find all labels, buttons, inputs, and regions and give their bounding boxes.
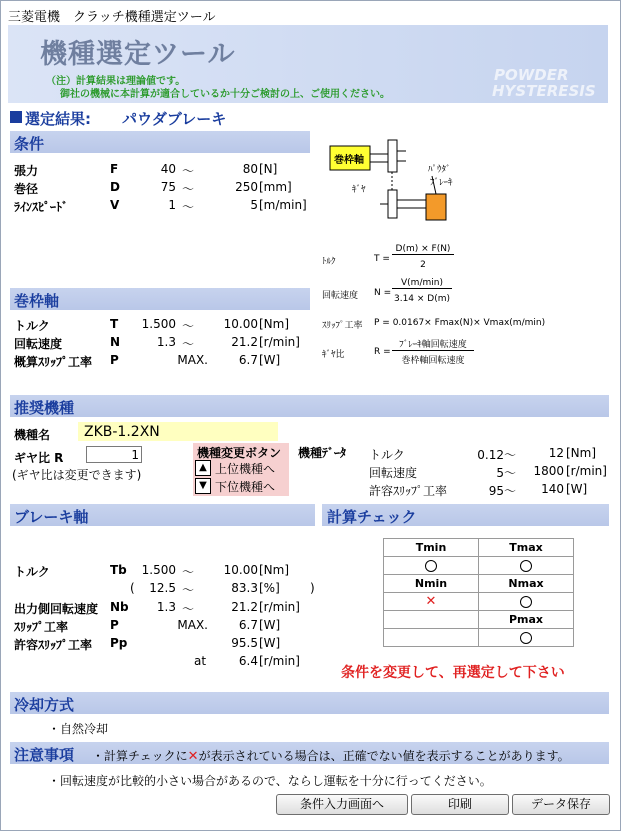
bs-torque-label: トルク — [14, 565, 50, 579]
cond-diameter-label: 巻径 — [14, 182, 39, 196]
recommended-bar — [10, 395, 609, 417]
md-speed-max: 1800 — [533, 464, 564, 478]
formula-speed-den: 3.14 × D(m) — [393, 294, 451, 304]
ws-speed-tilde: 〜 — [182, 337, 195, 351]
formula-slip-expr: P = 0.0167× Fmax(N)× Vmax(m/min) — [374, 318, 546, 328]
md-speed-min: 5〜 — [496, 466, 516, 480]
cooling-value: ・自然冷却 — [48, 722, 109, 736]
md-torque-min: 0.12〜 — [477, 448, 516, 462]
md-slip-max: 140 — [541, 482, 564, 496]
print-button[interactable]: 印刷 — [411, 794, 509, 815]
circle-ok-icon — [520, 560, 532, 572]
formula-torque-label: ﾄﾙｸ — [322, 257, 336, 267]
bs-slip-min: MAX. — [177, 618, 208, 632]
formula-ratio-label: ｷﾞﾔ比 — [322, 350, 345, 360]
check-tmax-result — [479, 557, 574, 575]
conditions-bar — [10, 131, 310, 153]
watermark-powder: POWDER — [494, 66, 569, 84]
cond-diameter-unit: [mm] — [259, 180, 292, 194]
ws-torque-label: トルク — [14, 319, 50, 333]
cross-ng-icon: ✕ — [425, 594, 437, 609]
bs-allow-max: 95.5 — [231, 636, 258, 650]
bs-torque-min: 1.500 — [141, 563, 176, 577]
diagram-shaft-label: 巻枠軸 — [334, 155, 364, 166]
model-name-value: ZKB-1.2XN — [84, 424, 160, 440]
ws-slip-sym: P — [110, 353, 119, 367]
circle-ok-icon — [520, 632, 532, 644]
ws-torque-min: 1.500 — [141, 317, 176, 331]
circle-ok-icon — [520, 596, 532, 608]
up-model-label: 上位機種へ — [215, 462, 276, 476]
ws-slip-label: 概算ｽﾘｯﾌﾟ工率 — [14, 355, 93, 369]
cond-tension-sym: F — [110, 162, 119, 176]
bs-pct-close: ) — [310, 581, 315, 595]
check-nmin-header: Nmin — [384, 575, 479, 593]
check-tmin-header: Tmin — [384, 539, 479, 557]
notes-line1-pre: ・計算チェックに — [92, 749, 188, 763]
diagram-brake-label-1: ﾊﾟｳﾀﾞ — [428, 165, 451, 175]
cond-linespeed-tilde: 〜 — [182, 200, 195, 214]
ws-slip-unit: [W] — [259, 353, 281, 367]
bs-torque-tilde: 〜 — [182, 565, 195, 579]
bs-at-label: at — [194, 654, 207, 668]
ws-torque-sym: T — [110, 317, 119, 331]
bs-at-max: 6.4 — [238, 654, 258, 668]
md-slip-unit: [W] — [566, 482, 588, 496]
gear-ratio-input[interactable] — [86, 446, 142, 463]
ws-torque-tilde: 〜 — [182, 319, 195, 333]
md-torque-max: 12 — [548, 446, 564, 460]
check-pmax-result — [479, 629, 574, 647]
up-model-button[interactable] — [195, 460, 287, 476]
cond-tension-tilde: 〜 — [182, 164, 195, 178]
ws-speed-label: 回転速度 — [14, 337, 63, 351]
diagram-gear-label: ｷﾞﾔ — [352, 185, 366, 195]
check-pmax-header: Pmax — [479, 611, 574, 629]
cond-tension-min: 40 — [160, 162, 176, 176]
bs-pct-min: 12.5 — [149, 581, 176, 595]
gear-ratio-label: ギヤ比 R — [14, 451, 64, 465]
cond-diameter-max: 250 — [235, 180, 258, 194]
formula-ratio-lhs: R = — [374, 347, 391, 357]
bs-pct-unit: [%] — [259, 581, 280, 595]
md-slip-label: 許容ｽﾘｯﾌﾟ工率 — [369, 484, 448, 498]
gear-ratio-note: (ギヤ比は変更できます) — [12, 468, 142, 482]
formula-speed-lhs: N = — [374, 288, 392, 298]
ws-torque-max: 10.00 — [223, 317, 258, 331]
bs-pct-tilde: 〜 — [182, 583, 195, 597]
cond-linespeed-max: 5 — [250, 198, 258, 212]
bs-speed-unit: [r/min] — [259, 600, 300, 614]
notes-line1 — [92, 747, 570, 764]
bs-torque-max: 10.00 — [223, 563, 258, 577]
model-name-label: 機種名 — [14, 428, 51, 442]
winding-shaft-title: 巻枠軸 — [14, 292, 60, 310]
check-nmax-result — [479, 593, 574, 611]
to-input-button[interactable]: 条件入力画面へ — [276, 794, 408, 815]
cond-diameter-tilde: 〜 — [182, 182, 195, 196]
save-data-button[interactable]: データ保存 — [512, 794, 610, 815]
formula-torque-lhs: T = — [374, 254, 390, 264]
result-label: 選定結果: — [25, 110, 91, 128]
result-value: パウダブレーキ — [122, 110, 227, 128]
circle-ok-icon — [425, 560, 437, 572]
bs-speed-max: 21.2 — [231, 600, 258, 614]
bs-allow-unit: [W] — [259, 636, 281, 650]
cond-tension-max: 80 — [242, 162, 258, 176]
result-square-icon — [10, 111, 22, 123]
ws-slip-max: 6.7 — [238, 353, 258, 367]
md-torque-unit: [Nm] — [566, 446, 597, 460]
formula-slip-label: ｽﾘｯﾌﾟ工率 — [322, 321, 363, 331]
cross-ng-icon: ✕ — [187, 749, 199, 764]
cond-tension-label: 張力 — [14, 164, 39, 178]
notes-line2: ・回転速度が比較的小さい場合があるので、ならし運転を十分に行ってください。 — [48, 774, 492, 788]
window-title: 三菱電機 クラッチ機種選定ツール — [8, 10, 216, 25]
notes-line1-post: が表示されている場合は、正確でない値を表示することがあります。 — [198, 749, 570, 763]
model-data-label: 機種ﾃﾞｰﾀ — [298, 446, 347, 460]
md-torque-label: トルク — [369, 448, 405, 462]
model-change-title: 機種変更ボタン — [197, 446, 282, 460]
check-error-message: 条件を変更して、再選定して下さい — [341, 665, 565, 681]
bs-torque-unit: [Nm] — [259, 563, 290, 577]
bs-at-unit: [r/min] — [259, 654, 300, 668]
formula-ratio-den: 巻枠軸回転速度 — [401, 356, 465, 366]
conditions-title: 条件 — [14, 135, 45, 153]
ws-speed-max: 21.2 — [231, 335, 258, 349]
triangle-down-icon: ▼ — [195, 478, 211, 494]
bs-slip-label: ｽﾘｯﾌﾟ工率 — [14, 620, 69, 634]
bs-slip-max: 6.7 — [238, 618, 258, 632]
bs-allow-sym: Pp — [110, 636, 128, 650]
note-line-2: 御社の機械に本計算が適合しているか十分ご検討の上、ご使用ください。 — [60, 89, 390, 100]
check-table — [383, 538, 574, 647]
cooling-bar — [10, 692, 609, 714]
diagram-brake-label-2: ﾌﾞﾚｰｷ — [430, 178, 453, 188]
ws-speed-min: 1.3 — [156, 335, 176, 349]
app-title: 機種選定ツール — [40, 39, 236, 70]
bs-speed-label: 出力側回転速度 — [14, 602, 99, 616]
bs-torque-sym: Tb — [110, 563, 127, 577]
cond-linespeed-sym: V — [110, 198, 120, 212]
md-slip-min: 95〜 — [488, 484, 516, 498]
bs-pct-max: 83.3 — [231, 581, 258, 595]
cond-linespeed-unit: [m/min] — [259, 198, 307, 212]
brake-shaft-title: ブレーキ軸 — [14, 508, 89, 526]
bs-slip-unit: [W] — [259, 618, 281, 632]
md-speed-label: 回転速度 — [369, 466, 418, 480]
down-model-label: 下位機種へ — [215, 480, 276, 494]
bs-speed-sym: Nb — [110, 600, 129, 614]
ws-speed-sym: N — [110, 335, 121, 349]
ws-speed-unit: [r/min] — [259, 335, 300, 349]
formula-torque-den: 2 — [420, 260, 426, 270]
triangle-up-icon: ▲ — [195, 460, 211, 476]
bs-allow-label: 許容ｽﾘｯﾌﾟ工率 — [14, 638, 93, 652]
ws-torque-unit: [Nm] — [259, 317, 290, 331]
formula-torque-num: D(m) × F(N) — [392, 244, 454, 255]
check-title: 計算チェック — [327, 508, 417, 526]
formula-speed-label: 回転速度 — [322, 291, 359, 301]
formula-speed-num: V(m/min) — [392, 278, 452, 289]
check-empty-result — [384, 629, 479, 647]
bs-slip-sym: P — [110, 618, 119, 632]
check-nmin-result — [384, 593, 479, 611]
note-line-1: （注）計算結果は理論値です。 — [46, 76, 186, 87]
bs-pct-open: ( — [130, 581, 135, 595]
check-tmin-result — [384, 557, 479, 575]
watermark-hysteresis: HYSTERESIS — [492, 82, 596, 100]
cond-diameter-sym: D — [110, 180, 120, 194]
cond-linespeed-label: ﾗｲﾝｽﾋﾟｰﾄﾞ — [14, 200, 69, 214]
notes-title: 注意事項 — [14, 746, 75, 764]
bs-speed-min: 1.3 — [156, 600, 176, 614]
md-speed-unit: [r/min] — [566, 464, 607, 478]
check-tmax-header: Tmax — [479, 539, 574, 557]
down-model-button[interactable] — [195, 478, 287, 494]
cond-tension-unit: [N] — [259, 162, 278, 176]
ws-slip-min: MAX. — [177, 353, 208, 367]
cond-linespeed-min: 1 — [168, 198, 176, 212]
check-nmax-header: Nmax — [479, 575, 574, 593]
cooling-title: 冷却方式 — [14, 696, 75, 714]
recommended-title: 推奨機種 — [14, 399, 75, 417]
bs-speed-tilde: 〜 — [182, 602, 195, 616]
cond-diameter-min: 75 — [160, 180, 176, 194]
formula-ratio-num: ﾌﾞﾚｰｷ軸回転速度 — [392, 337, 474, 351]
check-empty-header — [384, 611, 479, 629]
